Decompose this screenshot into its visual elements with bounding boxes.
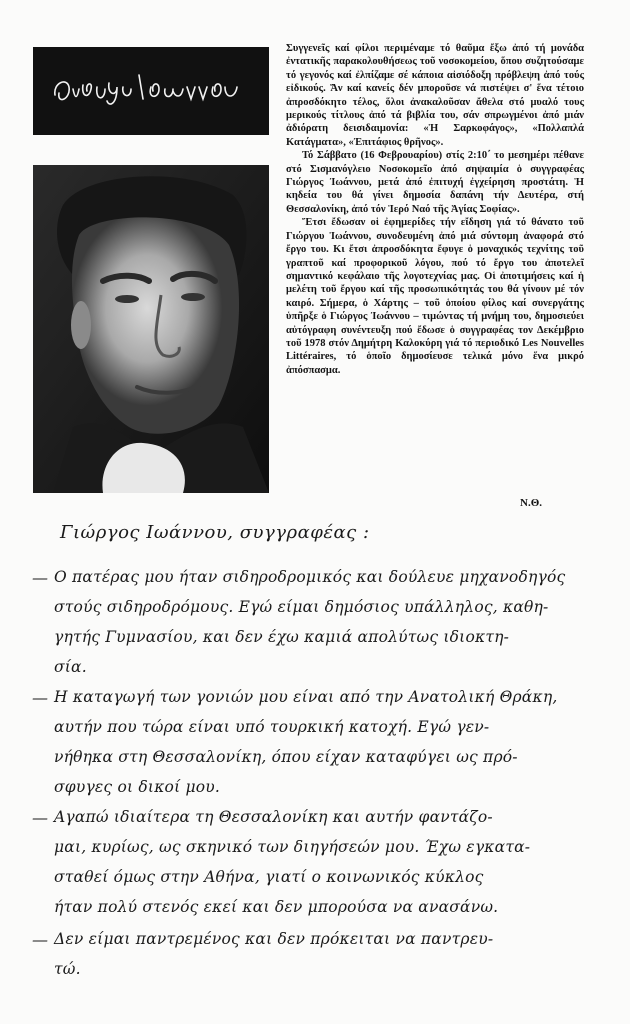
handwritten-line: σία. <box>54 658 87 676</box>
handwritten-interview <box>0 510 630 1010</box>
portrait-image <box>33 165 269 493</box>
handwritten-line: αυτήν που τώρα είναι υπό τουρκική κατοχή. Εγώ γεν- <box>54 718 490 736</box>
dash-mark: — <box>32 930 48 949</box>
handwritten-line: τώ. <box>54 960 81 978</box>
handwritten-line: σταθεί όμως στην Αθήνα, γιατί ο κοινωνικός κύκλος <box>54 868 484 886</box>
article-paragraph: Τό Σάββατο (16 Φεβρουαρίου) στίς 2:10΄ το μεσημέρι πέθανε στό Σισμανόγλειο Νοσοκομεῖο ἀπό σηψαιμία ὁ συγγραφέας Γιώργος Ἰωάννου, μετά ἀπό ἐπιτυχή ἐγχείρηση προστάτη. Ἡ κηδεία του θά γίνει δημοσία δαπάνη τήν Δευτέρα, στή Θεσσαλονίκη, ἀπό τόν Ἱερό Ναό τῆς Ἁγίας Σοφίας». <box>286 150 584 215</box>
dash-mark: — <box>32 688 48 707</box>
handwritten-signature <box>47 65 257 115</box>
dash-mark: — <box>32 808 48 827</box>
dash-mark: — <box>32 568 48 587</box>
handwritten-line: Η καταγωγή των γονιών μου είναι από την Ανατολική Θράκη, <box>54 688 558 706</box>
handwritten-line: μαι, κυρίως, ως σκηνικό των διηγήσεών μου. Έχω εγκατα- <box>54 838 531 856</box>
article-text <box>286 42 584 377</box>
handwritten-line: Αγαπώ ιδιαίτερα τη Θεσσαλονίκη και αυτήν φαντάζο- <box>54 808 493 826</box>
handwritten-title: Γιώργος Ιωάννου, συγγραφέας : <box>60 522 370 543</box>
handwritten-line: Ο πατέρας μου ήταν σιδηροδρομικός και δούλευε μηχανοδηγός <box>54 568 566 586</box>
handwritten-line: νήθηκα στη Θεσσαλονίκη, όπου είχαν καταφύγει ως πρό- <box>54 748 518 766</box>
author-portrait-photo <box>33 165 269 493</box>
handwritten-line: σφυγες οι δικοί μου. <box>54 778 221 796</box>
handwritten-line: ήταν πολύ στενός εκεί και δεν μπορούσα να ανασάνω. <box>54 898 499 916</box>
handwritten-line: γητής Γυμνασίου, και δεν έχω καμιά απολύτως ιδιοκτη- <box>54 628 510 646</box>
article-paragraph: Συγγενεῖς καί φίλοι περιμέναμε τό θαῦμα ἔξω ἀπό τή μονάδα ἐντατικῆς παρακολουθήσεως τοῦ νοσοκομείου, ὅπου συζητούσαμε τό γεγονός καί ἐλπίζαμε σέ κάποια αἰσιόδοξη πρόβλεψη ἀπό τούς εἰδικούς. Ἄν καί κανείς δέν μποροῦσε νά πιστέψει σ' ἕνα τέτοιο ἀπροσδόκητο τέλος, ὅλοι ἀνακαλοῦσαν ἄθελα στό μυαλό τους μερικούς τίτλους ἀπό τά βιβλία του, σάν σπρωγμένοι ἀπό μιάν ἀδιόρατη δεισιδαιμονία: «Ἡ Σαρκοφάγος», «Πολλαπλά Κατάγματα», «Ἐπιτάφιος θρῆνος». <box>286 43 584 148</box>
article-paragraph: Ἔτσι ἔδωσαν οἱ ἐφημερίδες τήν εἴδηση γιά τό θάνατο τοῦ Γιώργου Ἰωάννου, συνοδευμένη ἀπό μιά σύντομη ἀναφορά στό ἔργο του. Κι ἔτσι ἀπροσδόκητα ἔφυγε ὁ μοναχικός τεχνίτης τοῦ γραπτοῦ καί προφορικοῦ λόγου, πού τό ἔργο του ἀποτελεῖ σημαντικό κεφάλαιο τῆς λογοτεχνίας μας. Οἱ ἀποτιμήσεις καί ἡ μελέτη τοῦ ἔργου καί τῆς προσωπικότητάς του θά γίνουν μέ τόν καιρό. Σήμερα, ὁ Χάρτης – τοῦ ὁποίου φίλος καί συνεργάτης ὑπῆρξε ὁ Γιώργος Ἰωάννου – τιμώντας τή μνήμη του, δημοσιεύει αὐτόγραφη συνέντευξη πού ἔδωσε ὁ συγγραφέας τον Δεκέμβριο τοῦ 1978 στόν Δημήτρη Καλοκύρη γιά τό περιοδικό Les Nouvelles Littéraires, τό ὁποῖο δημοσίευσε τελικά μόνο ἕνα μικρό ἀπόσπασμα. <box>286 217 584 376</box>
signature-banner <box>33 47 269 135</box>
handwritten-line: στούς σιδηροδρόμους. Εγώ είμαι δημόσιος υπάλληλος, καθη- <box>54 598 549 616</box>
article-signoff: Ν.Θ. <box>520 497 542 509</box>
handwritten-line: Δεν είμαι παντρεμένος και δεν πρόκειται να παντρευ- <box>54 930 494 948</box>
